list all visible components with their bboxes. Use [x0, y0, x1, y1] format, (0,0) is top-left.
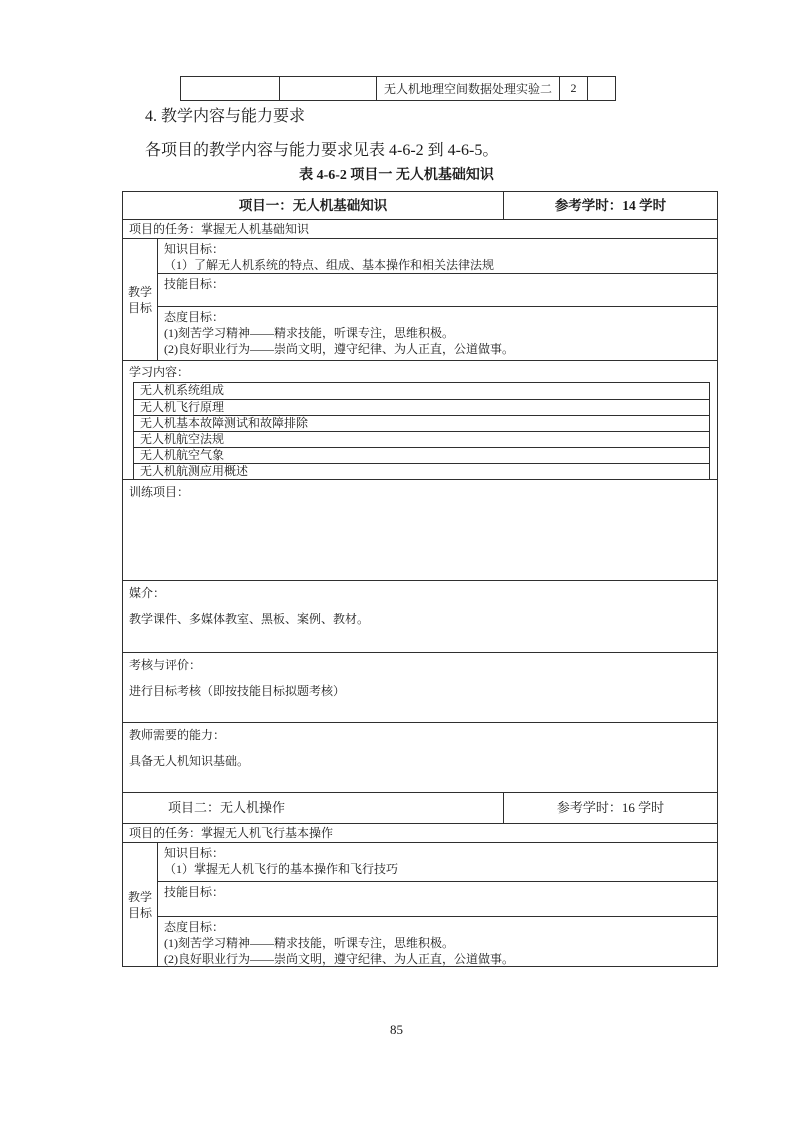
project2-attitude-label: 态度目标： — [164, 920, 225, 934]
project1-skill-label: 技能目标： — [164, 277, 225, 291]
learning-item: 无人机基本故障测试和故障排除 — [134, 415, 709, 431]
project1-teacher-text: 具备无人机知识基础。 — [129, 754, 250, 768]
continued-table-empty-cell — [279, 77, 376, 100]
project1-learning-list — [133, 382, 710, 480]
continued-table-course-cell: 无人机地理空间数据处理实验二 — [376, 77, 559, 100]
project1-learning-label: 学习内容： — [129, 365, 190, 379]
project2-skill-label: 技能目标： — [164, 885, 225, 899]
project2-title: 项目二：无人机操作 — [123, 793, 504, 823]
page-number: 85 — [390, 1022, 403, 1037]
project2-header-row — [123, 792, 717, 823]
project1-learning-row — [123, 360, 717, 479]
project1-hours: 参考学时：14 学时 — [554, 197, 667, 213]
project1-attitude-item1: (1)刻苦学习精神——精求技能，听课专注，思维积极。 — [164, 326, 454, 340]
project2-goals-row — [123, 842, 717, 966]
intro-paragraph: 各项目的教学内容与能力要求见表 4-6-2 到 4-6-5。 — [145, 142, 499, 159]
project1-knowledge-label: 知识目标： — [164, 242, 225, 256]
project1-media-text: 教学课件、多媒体教室、黑板、案例、教材。 — [129, 612, 370, 626]
project1-knowledge-goal — [158, 239, 717, 273]
learning-item: 无人机航空法规 — [134, 431, 709, 447]
section-heading: 4. 教学内容与能力要求 — [145, 108, 306, 125]
project1-goal-label-cell — [123, 239, 158, 360]
project1-knowledge-item: （1）了解无人机系统的特点、组成、基本操作和相关法律法规 — [164, 258, 495, 272]
project1-skill-goal — [158, 273, 717, 306]
learning-item: 无人机系统组成 — [140, 383, 225, 397]
continued-table-hours-cell: 2 — [559, 77, 587, 100]
project1-media-row — [123, 580, 717, 652]
project2-goal-label-cell — [123, 843, 158, 966]
project1-attitude-item2: (2)良好职业行为——崇尚文明，遵守纪律、为人正直，公道做事。 — [164, 342, 514, 356]
project1-teacher-row — [123, 722, 717, 792]
project2-goal-label: 教学目标 — [128, 889, 153, 920]
learning-item: 无人机飞行原理 — [134, 399, 709, 415]
project1-task-row: 项目的任务：掌握无人机基础知识 — [123, 219, 717, 238]
project2-knowledge-label: 知识目标： — [164, 846, 225, 860]
learning-item: 无人机航空气象 — [134, 447, 709, 463]
project2-attitude-item1: (1)刻苦学习精神——精求技能，听课专注，思维积极。 — [164, 936, 454, 950]
continued-table-empty-cell — [181, 77, 279, 100]
project2-attitude-goal — [158, 916, 717, 966]
project1-assessment-text: 进行目标考核（即按技能目标拟题考核） — [129, 684, 346, 698]
project1-media-label: 媒介： — [129, 586, 166, 600]
project1-attitude-label: 态度目标： — [164, 310, 225, 324]
project2-attitude-item2: (2)良好职业行为——崇尚文明，遵守纪律、为人正直，公道做事。 — [164, 952, 514, 966]
learning-item: 无人机航测应用概述 — [134, 463, 709, 479]
project1-training-label: 训练项目： — [129, 485, 190, 499]
project1-goals-row — [123, 238, 717, 360]
project2-skill-goal — [158, 881, 717, 916]
project1-assessment-row — [123, 652, 717, 722]
project1-teacher-label: 教师需要的能力： — [129, 728, 226, 742]
project1-goal-label: 教学目标 — [128, 284, 153, 315]
table-caption: 表 4-6-2 项目一 无人机基础知识 — [299, 168, 494, 183]
project2-knowledge-item: （1）掌握无人机飞行的基本操作和飞行技巧 — [164, 862, 399, 876]
continued-table — [180, 76, 616, 101]
project2-task-row: 项目的任务：掌握无人机飞行基本操作 — [123, 823, 717, 842]
project1-title: 项目一：无人机基础知识 — [123, 192, 504, 219]
project1-goal-content — [158, 239, 717, 360]
curriculum-table — [122, 191, 718, 967]
project2-knowledge-goal — [158, 843, 717, 881]
project2-hours: 参考学时：16 学时 — [556, 800, 665, 815]
project1-training-row — [123, 479, 717, 580]
project1-header-row — [123, 192, 717, 219]
project1-attitude-goal — [158, 306, 717, 360]
continued-table-empty-cell — [587, 77, 615, 100]
project1-assessment-label: 考核与评价： — [129, 658, 202, 672]
project2-goal-content — [158, 843, 717, 966]
